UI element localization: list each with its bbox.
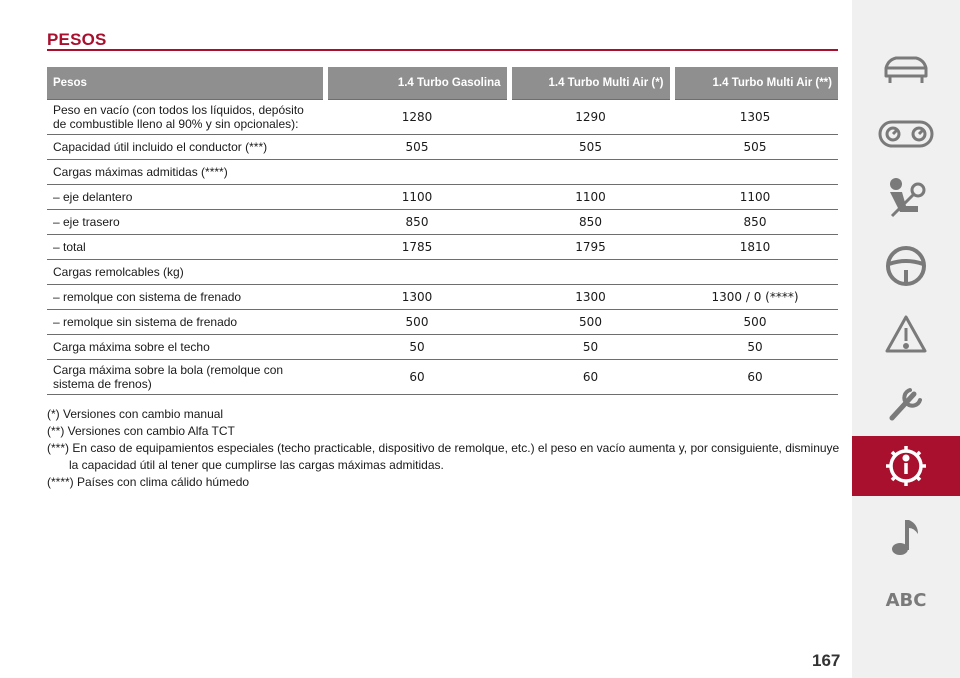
cell-value: 1810: [672, 235, 838, 260]
page-number: 167: [812, 651, 841, 670]
row-label: Peso en vacío (con todos los líquidos, depósito de combustible lleno al 90% y sin opcionales):: [47, 100, 325, 135]
row-label: – remolque con sistema de frenado: [47, 285, 325, 310]
cell-value: 850: [325, 210, 509, 235]
dashboard-gauges-icon[interactable]: [852, 104, 960, 164]
table-row: [47, 235, 838, 260]
table-row: [47, 310, 838, 335]
cell-value: 1290: [509, 100, 672, 135]
cell-value: 50: [672, 335, 838, 360]
cell-value: 1100: [672, 185, 838, 210]
cell-value: 500: [325, 310, 509, 335]
cell-value: 505: [672, 135, 838, 160]
row-label: – eje trasero: [47, 210, 325, 235]
cell-value: 60: [672, 360, 838, 395]
header-multi-air-manual: 1.4 Turbo Multi Air (*): [509, 67, 672, 100]
wrench-icon[interactable]: [852, 372, 960, 432]
footnote: (****) Países con clima cálido húmedo: [47, 475, 250, 489]
row-label: – eje delantero: [47, 185, 325, 210]
chapter-sidebar: [852, 0, 960, 678]
row-label: Capacidad útil incluido el conductor (***): [47, 135, 325, 160]
cell-value: 850: [672, 210, 838, 235]
table-header-row: [47, 67, 838, 100]
seatbelt-airbag-icon[interactable]: [852, 168, 960, 228]
table-row: [47, 160, 838, 185]
cell-value: 60: [509, 360, 672, 395]
row-label: Carga máxima sobre el techo: [47, 335, 325, 360]
abc-label: ABC: [885, 589, 927, 611]
footnote: (**) Versiones con cambio Alfa TCT: [47, 424, 235, 438]
warning-triangle-icon[interactable]: [852, 304, 960, 364]
cell-value: [672, 260, 838, 285]
cell-value: 1795: [509, 235, 672, 260]
table-row: [47, 185, 838, 210]
cell-value: 50: [325, 335, 509, 360]
cell-value: [509, 160, 672, 185]
cell-value: [509, 260, 672, 285]
footnote: (***) En caso de equipamientos especiales (techo practicable, dispositivo de remolque, etc.) el peso en vacío aumenta y, por consiguiente, disminuye la capacidad útil al tener que cumplirse las cargas máximas admitidas.: [47, 441, 840, 472]
cell-value: 500: [509, 310, 672, 335]
row-label: – total: [47, 235, 325, 260]
table-row: [47, 210, 838, 235]
cell-value: 1300: [325, 285, 509, 310]
footnotes: [47, 406, 842, 491]
cell-value: 1785: [325, 235, 509, 260]
table-row: [47, 260, 838, 285]
row-label: Cargas remolcables (kg): [47, 260, 325, 285]
music-note-icon[interactable]: [852, 506, 960, 566]
row-label: – remolque sin sistema de frenado: [47, 310, 325, 335]
cell-value: 1300: [509, 285, 672, 310]
table-row: [47, 100, 838, 135]
header-multi-air-tct: 1.4 Turbo Multi Air (**): [672, 67, 838, 100]
header-turbo-gasolina: 1.4 Turbo Gasolina: [325, 67, 509, 100]
table-row: [47, 135, 838, 160]
header-pesos: Pesos: [47, 67, 325, 100]
title-rule: [47, 49, 838, 51]
cell-value: [325, 160, 509, 185]
cell-value: 850: [509, 210, 672, 235]
cell-value: 505: [509, 135, 672, 160]
footnote: (*) Versiones con cambio manual: [47, 407, 224, 421]
cell-value: [325, 260, 509, 285]
cell-value: 60: [325, 360, 509, 395]
abc-index-icon[interactable]: [852, 570, 960, 630]
row-label: Cargas máximas admitidas (****): [47, 160, 325, 185]
page-title: PESOS: [47, 30, 107, 49]
cell-value: 505: [325, 135, 509, 160]
steering-wheel-icon[interactable]: [852, 236, 960, 296]
row-label: Carga máxima sobre la bola (remolque con sistema de frenos): [47, 360, 325, 395]
cell-value: 1100: [509, 185, 672, 210]
table-row: [47, 360, 838, 395]
car-icon[interactable]: [852, 40, 960, 100]
table-row: [47, 285, 838, 310]
weights-table: [47, 67, 838, 395]
cell-value: 1305: [672, 100, 838, 135]
gear-info-icon[interactable]: [852, 436, 960, 496]
cell-value: 1300 / 0 (****): [672, 285, 838, 310]
cell-value: 1280: [325, 100, 509, 135]
table-row: [47, 335, 838, 360]
cell-value: 500: [672, 310, 838, 335]
cell-value: 1100: [325, 185, 509, 210]
cell-value: [672, 160, 838, 185]
cell-value: 50: [509, 335, 672, 360]
